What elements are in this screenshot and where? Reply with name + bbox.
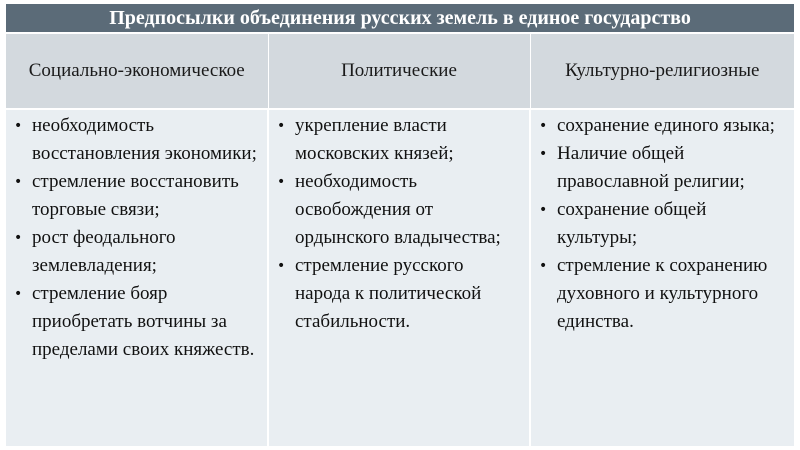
bullet-icon: •: [14, 230, 23, 246]
list-item: • сохранение общей культуры;: [539, 196, 788, 252]
column-socioeconomic: [6, 109, 268, 446]
list-item: • стремление к сохранению духовного и культурного единства.: [539, 252, 788, 336]
column-header-cultural-religious: Культурно-религиозные: [530, 33, 794, 109]
bullet-icon: •: [539, 258, 548, 274]
column-cultural-religious: [530, 109, 794, 446]
list-political: [277, 112, 523, 336]
prerequisites-table: [6, 4, 794, 446]
header-row: [6, 33, 794, 109]
list-item: • сохранение единого языка;: [539, 112, 788, 140]
table-title: Предпосылки объединения русских земель в единое государство: [6, 4, 794, 33]
list-socioeconomic: [14, 112, 261, 364]
bullet-icon: •: [14, 118, 23, 134]
content-row: [6, 109, 794, 446]
list-item: • стремление бояр приобретать вотчины за пределами своих княжеств.: [14, 280, 261, 364]
list-item: • стремление русского народа к политической стабильности.: [277, 252, 523, 336]
bullet-icon: •: [277, 118, 286, 134]
bullet-icon: •: [14, 174, 23, 190]
bullet-icon: •: [539, 118, 548, 134]
bottom-strip: [0, 446, 800, 450]
list-cultural-religious: [539, 112, 788, 336]
bullet-icon: •: [277, 258, 286, 274]
list-item: • необходимость восстановления экономики;: [14, 112, 261, 168]
list-item: • необходимость освобождения от ордынского владычества;: [277, 168, 523, 252]
bullet-icon: •: [539, 146, 548, 162]
list-item: • стремление восстановить торговые связи;: [14, 168, 261, 224]
title-row: [6, 4, 794, 33]
list-item: • Наличие общей православной религии;: [539, 140, 788, 196]
column-political: [268, 109, 530, 446]
list-item: • укрепление власти московских князей;: [277, 112, 523, 168]
column-header-political: Политические: [268, 33, 530, 109]
bullet-icon: •: [539, 202, 548, 218]
column-header-socioeconomic: Социально-экономическое: [6, 33, 268, 109]
bullet-icon: •: [277, 174, 286, 190]
bullet-icon: •: [14, 286, 23, 302]
list-item: • рост феодального землевладения;: [14, 224, 261, 280]
